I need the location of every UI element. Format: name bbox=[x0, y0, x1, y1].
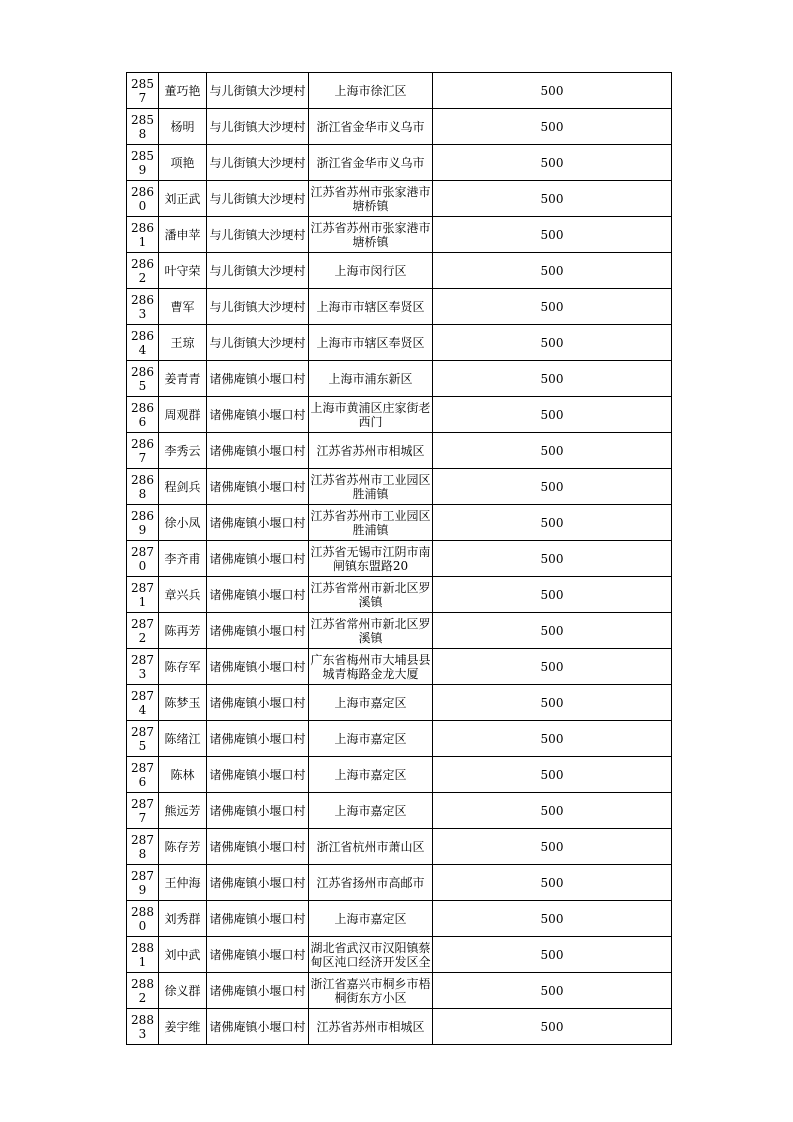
person-name: 刘中武 bbox=[164, 947, 201, 962]
amount: 500 bbox=[540, 659, 564, 674]
village-name: 诸佛庵镇小堰口村 bbox=[209, 767, 306, 782]
amount: 500 bbox=[540, 983, 564, 998]
work-address-cell bbox=[309, 613, 433, 649]
amount: 500 bbox=[540, 119, 564, 134]
record-number-cell bbox=[127, 217, 159, 253]
record-number-cell bbox=[127, 505, 159, 541]
amount-cell bbox=[433, 721, 672, 757]
record-number: 2872 bbox=[131, 616, 154, 645]
table-row bbox=[127, 289, 672, 325]
village-name: 诸佛庵镇小堰口村 bbox=[209, 695, 306, 710]
village-name-cell bbox=[207, 901, 309, 937]
record-number: 2857 bbox=[131, 76, 154, 105]
table-row bbox=[127, 109, 672, 145]
person-name-cell bbox=[159, 721, 207, 757]
amount-cell bbox=[433, 397, 672, 433]
amount: 500 bbox=[540, 371, 564, 386]
person-name: 王琼 bbox=[170, 335, 195, 350]
village-name: 诸佛庵镇小堰口村 bbox=[209, 587, 306, 602]
village-name: 诸佛庵镇小堰口村 bbox=[209, 875, 306, 890]
amount: 500 bbox=[540, 695, 564, 710]
record-number: 2865 bbox=[131, 364, 154, 393]
work-address: 上海市嘉定区 bbox=[334, 803, 407, 818]
record-number-cell bbox=[127, 397, 159, 433]
village-name-cell bbox=[207, 505, 309, 541]
record-number-cell bbox=[127, 937, 159, 973]
village-name-cell bbox=[207, 469, 309, 505]
amount-cell bbox=[433, 577, 672, 613]
person-name: 叶守荣 bbox=[164, 263, 201, 278]
person-name: 姜宇维 bbox=[164, 1019, 201, 1034]
village-name: 与儿街镇大沙埂村 bbox=[209, 227, 306, 242]
work-address-cell bbox=[309, 469, 433, 505]
work-address-cell bbox=[309, 361, 433, 397]
village-name-cell bbox=[207, 721, 309, 757]
table-row bbox=[127, 541, 672, 577]
person-name-cell bbox=[159, 937, 207, 973]
record-number-cell bbox=[127, 253, 159, 289]
village-name: 诸佛庵镇小堰口村 bbox=[209, 623, 306, 638]
table-row bbox=[127, 793, 672, 829]
person-name: 陈梦玉 bbox=[164, 695, 201, 710]
village-name-cell bbox=[207, 541, 309, 577]
person-name-cell bbox=[159, 649, 207, 685]
record-number-cell bbox=[127, 325, 159, 361]
work-address-cell bbox=[309, 973, 433, 1009]
person-name-cell bbox=[159, 577, 207, 613]
record-number-cell bbox=[127, 433, 159, 469]
village-name-cell bbox=[207, 325, 309, 361]
record-number: 2881 bbox=[131, 940, 154, 969]
record-number: 2875 bbox=[131, 724, 154, 753]
amount-cell bbox=[433, 901, 672, 937]
work-address-cell bbox=[309, 325, 433, 361]
work-address-cell bbox=[309, 577, 433, 613]
amount: 500 bbox=[540, 911, 564, 926]
work-address: 浙江省金华市义乌市 bbox=[316, 155, 425, 170]
table-row bbox=[127, 325, 672, 361]
village-name: 诸佛庵镇小堰口村 bbox=[209, 803, 306, 818]
amount-cell bbox=[433, 469, 672, 505]
record-number-cell bbox=[127, 721, 159, 757]
record-number: 2882 bbox=[131, 976, 154, 1005]
record-number-cell bbox=[127, 73, 159, 109]
work-address-cell bbox=[309, 253, 433, 289]
person-name: 徐义群 bbox=[164, 983, 201, 998]
village-name-cell bbox=[207, 361, 309, 397]
amount-cell bbox=[433, 973, 672, 1009]
amount-cell bbox=[433, 109, 672, 145]
record-number-cell bbox=[127, 793, 159, 829]
person-name-cell bbox=[159, 181, 207, 217]
work-address-cell bbox=[309, 757, 433, 793]
person-name-cell bbox=[159, 757, 207, 793]
amount: 500 bbox=[540, 803, 564, 818]
person-name-cell bbox=[159, 397, 207, 433]
village-name-cell bbox=[207, 685, 309, 721]
person-name-cell bbox=[159, 829, 207, 865]
amount-cell bbox=[433, 757, 672, 793]
person-name: 周观群 bbox=[164, 407, 201, 422]
person-name-cell bbox=[159, 217, 207, 253]
amount-cell bbox=[433, 217, 672, 253]
village-name-cell bbox=[207, 577, 309, 613]
record-number-cell bbox=[127, 541, 159, 577]
table-row bbox=[127, 757, 672, 793]
work-address-cell bbox=[309, 649, 433, 685]
record-number: 2874 bbox=[131, 688, 154, 717]
amount-cell bbox=[433, 1009, 672, 1045]
work-address: 江苏省苏州市相城区 bbox=[316, 443, 425, 458]
village-name-cell bbox=[207, 937, 309, 973]
record-number-cell bbox=[127, 469, 159, 505]
work-address: 江苏省扬州市高邮市 bbox=[316, 875, 425, 890]
person-name-cell bbox=[159, 901, 207, 937]
village-name: 与儿街镇大沙埂村 bbox=[209, 83, 306, 98]
record-number-cell bbox=[127, 109, 159, 145]
work-address: 江苏省苏州市张家港市塘桥镇 bbox=[310, 220, 431, 249]
village-name-cell bbox=[207, 613, 309, 649]
work-address: 江苏省苏州市工业园区胜浦镇 bbox=[310, 472, 431, 501]
record-number-cell bbox=[127, 757, 159, 793]
record-number: 2880 bbox=[131, 904, 154, 933]
amount: 500 bbox=[540, 875, 564, 890]
person-name-cell bbox=[159, 289, 207, 325]
village-name: 与儿街镇大沙埂村 bbox=[209, 155, 306, 170]
person-name: 姜青青 bbox=[164, 371, 201, 386]
person-name: 章兴兵 bbox=[164, 587, 201, 602]
village-name: 与儿街镇大沙埂村 bbox=[209, 263, 306, 278]
work-address: 上海市嘉定区 bbox=[334, 731, 407, 746]
village-name-cell bbox=[207, 181, 309, 217]
village-name: 诸佛庵镇小堰口村 bbox=[209, 371, 306, 386]
work-address: 上海市市辖区奉贤区 bbox=[316, 299, 425, 314]
amount: 500 bbox=[540, 443, 564, 458]
village-name-cell bbox=[207, 649, 309, 685]
work-address: 上海市嘉定区 bbox=[334, 695, 407, 710]
village-name: 诸佛庵镇小堰口村 bbox=[209, 551, 306, 566]
person-name-cell bbox=[159, 973, 207, 1009]
work-address: 湖北省武汉市汉阳镇蔡甸区沌口经济开发区全 bbox=[310, 940, 431, 969]
amount: 500 bbox=[540, 551, 564, 566]
work-address: 上海市嘉定区 bbox=[334, 911, 407, 926]
work-address-cell bbox=[309, 109, 433, 145]
table-row bbox=[127, 1009, 672, 1045]
village-name: 诸佛庵镇小堰口村 bbox=[209, 407, 306, 422]
table-row bbox=[127, 181, 672, 217]
person-name-cell bbox=[159, 541, 207, 577]
person-name: 刘正武 bbox=[164, 191, 201, 206]
amount-cell bbox=[433, 937, 672, 973]
amount-cell bbox=[433, 253, 672, 289]
record-number-cell bbox=[127, 973, 159, 1009]
table-row bbox=[127, 397, 672, 433]
village-name-cell bbox=[207, 1009, 309, 1045]
village-name: 与儿街镇大沙埂村 bbox=[209, 191, 306, 206]
amount: 500 bbox=[540, 587, 564, 602]
amount: 500 bbox=[540, 731, 564, 746]
amount-cell bbox=[433, 793, 672, 829]
person-name: 董巧艳 bbox=[164, 83, 201, 98]
record-number-cell bbox=[127, 361, 159, 397]
table-row bbox=[127, 685, 672, 721]
person-name-cell bbox=[159, 793, 207, 829]
record-number-cell bbox=[127, 181, 159, 217]
record-number: 2861 bbox=[131, 220, 154, 249]
work-address: 上海市闵行区 bbox=[334, 263, 407, 278]
amount: 500 bbox=[540, 623, 564, 638]
records-body bbox=[127, 73, 672, 1045]
village-name-cell bbox=[207, 217, 309, 253]
record-number: 2869 bbox=[131, 508, 154, 537]
record-number-cell bbox=[127, 577, 159, 613]
village-name-cell bbox=[207, 829, 309, 865]
amount-cell bbox=[433, 865, 672, 901]
record-number: 2866 bbox=[131, 400, 154, 429]
record-number: 2867 bbox=[131, 436, 154, 465]
record-number: 2877 bbox=[131, 796, 154, 825]
person-name: 曹军 bbox=[170, 299, 195, 314]
record-number: 2858 bbox=[131, 112, 154, 141]
record-number: 2873 bbox=[131, 652, 154, 681]
work-address-cell bbox=[309, 793, 433, 829]
table-row bbox=[127, 253, 672, 289]
work-address: 广东省梅州市大埔县县城青梅路金龙大厦 bbox=[310, 652, 431, 681]
records-table bbox=[126, 72, 672, 1045]
table-row bbox=[127, 469, 672, 505]
person-name: 熊远芳 bbox=[164, 803, 201, 818]
person-name: 陈存军 bbox=[164, 659, 201, 674]
person-name-cell bbox=[159, 253, 207, 289]
amount-cell bbox=[433, 541, 672, 577]
village-name: 诸佛庵镇小堰口村 bbox=[209, 839, 306, 854]
record-number-cell bbox=[127, 1009, 159, 1045]
work-address: 上海市黄浦区庄家街老西门 bbox=[310, 400, 431, 429]
record-number-cell bbox=[127, 145, 159, 181]
village-name: 与儿街镇大沙埂村 bbox=[209, 119, 306, 134]
table-row bbox=[127, 433, 672, 469]
village-name-cell bbox=[207, 253, 309, 289]
person-name-cell bbox=[159, 685, 207, 721]
amount-cell bbox=[433, 145, 672, 181]
amount: 500 bbox=[540, 839, 564, 854]
work-address-cell bbox=[309, 685, 433, 721]
work-address: 上海市市辖区奉贤区 bbox=[316, 335, 425, 350]
record-number: 2863 bbox=[131, 292, 154, 321]
amount: 500 bbox=[540, 263, 564, 278]
village-name-cell bbox=[207, 865, 309, 901]
work-address-cell bbox=[309, 541, 433, 577]
record-number-cell bbox=[127, 685, 159, 721]
person-name-cell bbox=[159, 505, 207, 541]
table-row bbox=[127, 217, 672, 253]
work-address-cell bbox=[309, 505, 433, 541]
person-name: 杨明 bbox=[170, 119, 195, 134]
amount-cell bbox=[433, 289, 672, 325]
record-number-cell bbox=[127, 289, 159, 325]
work-address: 浙江省嘉兴市桐乡市梧桐街东方小区 bbox=[310, 976, 431, 1005]
record-number-cell bbox=[127, 901, 159, 937]
table-row bbox=[127, 649, 672, 685]
village-name: 诸佛庵镇小堰口村 bbox=[209, 911, 306, 926]
person-name: 陈存芳 bbox=[164, 839, 201, 854]
village-name: 诸佛庵镇小堰口村 bbox=[209, 515, 306, 530]
amount: 500 bbox=[540, 299, 564, 314]
amount: 500 bbox=[540, 947, 564, 962]
record-number-cell bbox=[127, 649, 159, 685]
record-number-cell bbox=[127, 865, 159, 901]
table-row bbox=[127, 937, 672, 973]
person-name-cell bbox=[159, 613, 207, 649]
person-name-cell bbox=[159, 469, 207, 505]
village-name-cell bbox=[207, 397, 309, 433]
work-address: 上海市嘉定区 bbox=[334, 767, 407, 782]
person-name-cell bbox=[159, 109, 207, 145]
amount: 500 bbox=[540, 407, 564, 422]
amount: 500 bbox=[540, 83, 564, 98]
village-name: 诸佛庵镇小堰口村 bbox=[209, 479, 306, 494]
table-row bbox=[127, 145, 672, 181]
work-address: 江苏省苏州市工业园区胜浦镇 bbox=[310, 508, 431, 537]
work-address-cell bbox=[309, 829, 433, 865]
work-address-cell bbox=[309, 289, 433, 325]
amount-cell bbox=[433, 505, 672, 541]
village-name-cell bbox=[207, 289, 309, 325]
village-name-cell bbox=[207, 793, 309, 829]
village-name: 诸佛庵镇小堰口村 bbox=[209, 443, 306, 458]
amount: 500 bbox=[540, 1019, 564, 1034]
person-name-cell bbox=[159, 1009, 207, 1045]
amount-cell bbox=[433, 73, 672, 109]
record-number: 2879 bbox=[131, 868, 154, 897]
record-number: 2876 bbox=[131, 760, 154, 789]
table-row bbox=[127, 361, 672, 397]
table-row bbox=[127, 973, 672, 1009]
table-row bbox=[127, 73, 672, 109]
person-name: 李秀云 bbox=[164, 443, 201, 458]
amount: 500 bbox=[540, 767, 564, 782]
record-number: 2868 bbox=[131, 472, 154, 501]
amount: 500 bbox=[540, 515, 564, 530]
village-name: 诸佛庵镇小堰口村 bbox=[209, 659, 306, 674]
village-name: 与儿街镇大沙埂村 bbox=[209, 299, 306, 314]
work-address-cell bbox=[309, 181, 433, 217]
person-name-cell bbox=[159, 325, 207, 361]
table-row bbox=[127, 505, 672, 541]
person-name: 陈再芳 bbox=[164, 623, 201, 638]
table-row bbox=[127, 577, 672, 613]
record-number: 2860 bbox=[131, 184, 154, 213]
work-address: 浙江省金华市义乌市 bbox=[316, 119, 425, 134]
work-address: 浙江省杭州市萧山区 bbox=[316, 839, 425, 854]
amount: 500 bbox=[540, 191, 564, 206]
amount-cell bbox=[433, 325, 672, 361]
person-name-cell bbox=[159, 433, 207, 469]
village-name: 诸佛庵镇小堰口村 bbox=[209, 1019, 306, 1034]
work-address: 江苏省苏州市相城区 bbox=[316, 1019, 425, 1034]
work-address: 江苏省苏州市张家港市塘桥镇 bbox=[310, 184, 431, 213]
work-address-cell bbox=[309, 901, 433, 937]
person-name: 陈林 bbox=[170, 767, 195, 782]
table-row bbox=[127, 613, 672, 649]
village-name: 与儿街镇大沙埂村 bbox=[209, 335, 306, 350]
amount-cell bbox=[433, 361, 672, 397]
record-number: 2862 bbox=[131, 256, 154, 285]
person-name: 陈绪江 bbox=[164, 731, 201, 746]
record-number: 2864 bbox=[131, 328, 154, 357]
amount-cell bbox=[433, 649, 672, 685]
work-address: 江苏省无锡市江阴市南闸镇东盟路20 bbox=[310, 544, 431, 573]
work-address-cell bbox=[309, 1009, 433, 1045]
table-row bbox=[127, 865, 672, 901]
village-name-cell bbox=[207, 433, 309, 469]
work-address-cell bbox=[309, 397, 433, 433]
record-number: 2883 bbox=[131, 1012, 154, 1041]
amount-cell bbox=[433, 829, 672, 865]
amount: 500 bbox=[540, 335, 564, 350]
table-row bbox=[127, 721, 672, 757]
work-address: 江苏省常州市新北区罗溪镇 bbox=[310, 580, 431, 609]
person-name: 项艳 bbox=[170, 155, 195, 170]
amount: 500 bbox=[540, 227, 564, 242]
village-name: 诸佛庵镇小堰口村 bbox=[209, 947, 306, 962]
person-name: 李齐甫 bbox=[164, 551, 201, 566]
village-name-cell bbox=[207, 145, 309, 181]
work-address-cell bbox=[309, 73, 433, 109]
amount: 500 bbox=[540, 479, 564, 494]
person-name-cell bbox=[159, 361, 207, 397]
amount-cell bbox=[433, 685, 672, 721]
amount-cell bbox=[433, 433, 672, 469]
person-name-cell bbox=[159, 73, 207, 109]
village-name-cell bbox=[207, 757, 309, 793]
work-address-cell bbox=[309, 721, 433, 757]
person-name: 徐小凤 bbox=[164, 515, 201, 530]
work-address-cell bbox=[309, 865, 433, 901]
work-address-cell bbox=[309, 433, 433, 469]
table-row bbox=[127, 829, 672, 865]
work-address: 上海市浦东新区 bbox=[328, 371, 413, 386]
record-number: 2859 bbox=[131, 148, 154, 177]
person-name: 潘申苹 bbox=[164, 227, 201, 242]
amount-cell bbox=[433, 181, 672, 217]
amount: 500 bbox=[540, 155, 564, 170]
record-number: 2878 bbox=[131, 832, 154, 861]
amount-cell bbox=[433, 613, 672, 649]
village-name: 诸佛庵镇小堰口村 bbox=[209, 983, 306, 998]
table-row bbox=[127, 901, 672, 937]
record-number: 2870 bbox=[131, 544, 154, 573]
work-address-cell bbox=[309, 937, 433, 973]
village-name-cell bbox=[207, 109, 309, 145]
work-address: 江苏省常州市新北区罗溪镇 bbox=[310, 616, 431, 645]
work-address-cell bbox=[309, 145, 433, 181]
village-name: 诸佛庵镇小堰口村 bbox=[209, 731, 306, 746]
person-name: 王仲海 bbox=[164, 875, 201, 890]
village-name-cell bbox=[207, 973, 309, 1009]
record-number-cell bbox=[127, 829, 159, 865]
work-address: 上海市徐汇区 bbox=[334, 83, 407, 98]
village-name-cell bbox=[207, 73, 309, 109]
person-name-cell bbox=[159, 865, 207, 901]
record-number-cell bbox=[127, 613, 159, 649]
work-address-cell bbox=[309, 217, 433, 253]
person-name: 刘秀群 bbox=[164, 911, 201, 926]
person-name: 程剑兵 bbox=[164, 479, 201, 494]
person-name-cell bbox=[159, 145, 207, 181]
record-number: 2871 bbox=[131, 580, 154, 609]
